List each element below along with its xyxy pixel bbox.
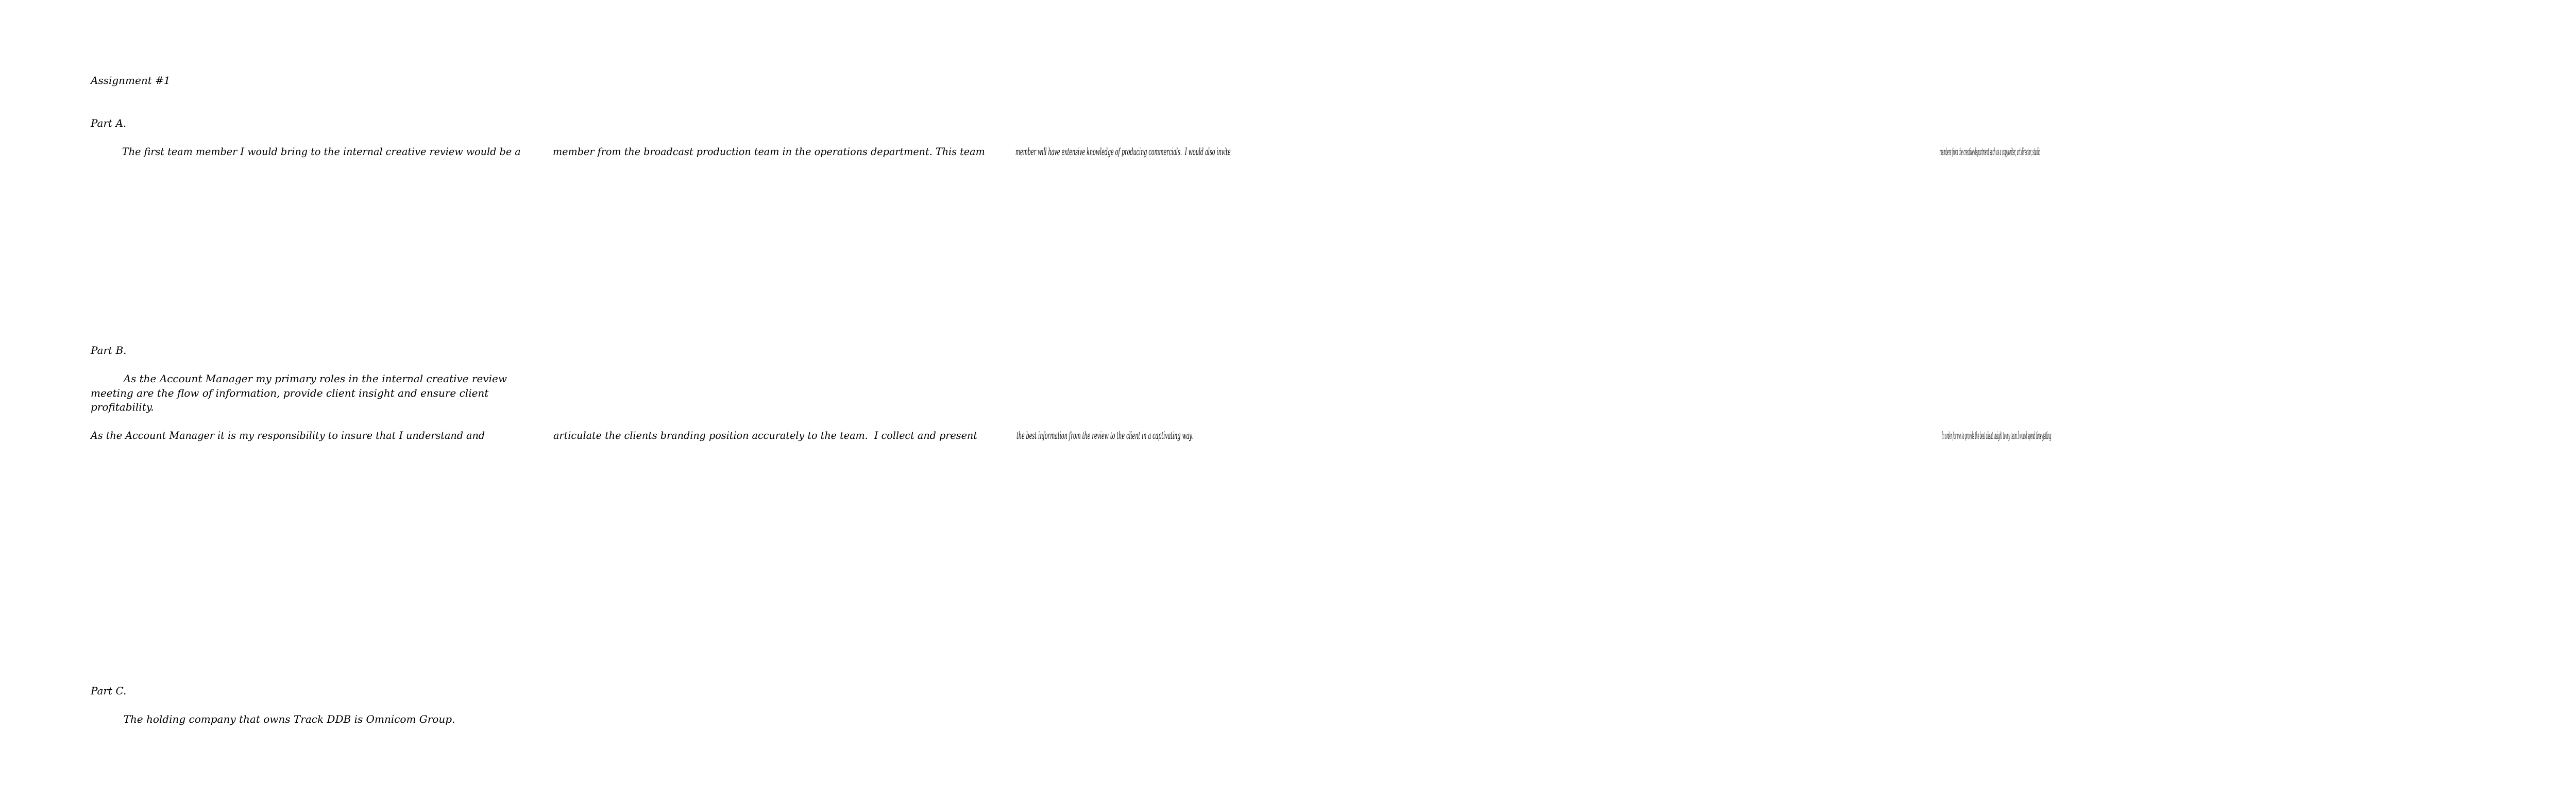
part-b-heading [91,344,127,358]
part-c-heading [91,684,126,699]
part-a-paragraph [91,145,2576,159]
document-title [91,74,171,88]
text-line: articulate the clients branding position accurately to the team. I collect and present [553,429,978,441]
part-a-heading-text: Part A. [91,117,127,129]
part-b-intro-paragraph [91,372,507,415]
text-line: the best information from the review to the client in a captivating way. [1016,429,1193,441]
text-line: The first team member I would bring to the internal creative review would be a [91,145,521,158]
text-line: In order for me to provide the best client insight to my team I would spend time getting [1942,429,2052,441]
text-line: profitability. [91,401,154,414]
part-c-heading-text: Part C. [91,685,127,697]
part-a-heading [91,116,126,131]
text-line: As the Account Manager it is my responsibility to insure that I understand and [91,429,485,441]
part-c-paragraph [91,712,455,727]
part-b-body-paragraph [91,429,2576,443]
text-line: member from the broadcast production team in the operations department. This team [553,145,986,158]
text-line: member will have extensive knowledge of producing commercials. I would also invite [1015,145,1231,158]
text-line: members from the creative department such as a copywriter, art director, studio [1940,145,2041,158]
text-line: The holding company that owns Track DDB is Omnicom Group. [91,713,455,725]
title-text: Assignment #1 [91,74,171,87]
text-line: meeting are the flow of information, provide client insight and ensure client [91,386,489,399]
part-b-heading-text: Part B. [91,344,127,356]
text-line: As the Account Manager my primary roles in the internal creative review [91,372,507,385]
